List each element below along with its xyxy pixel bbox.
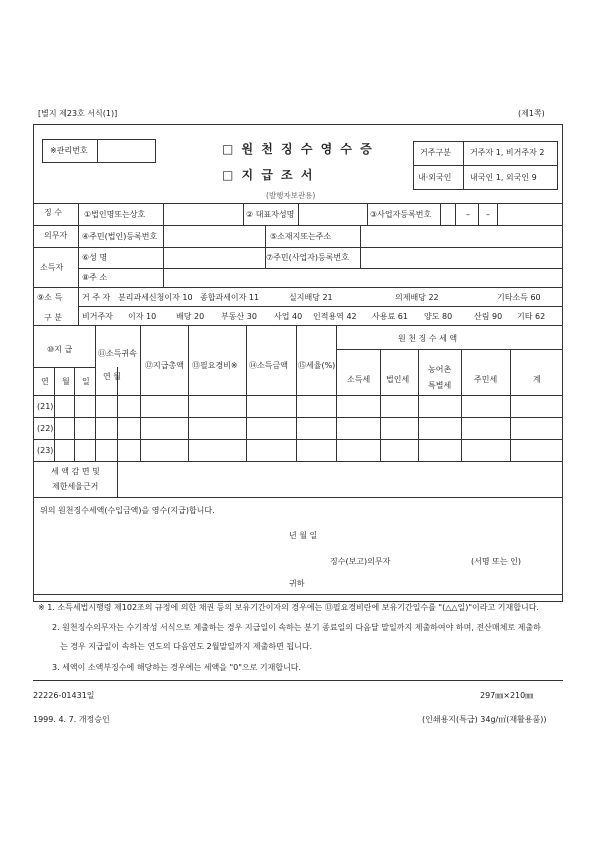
receipt-date: 년 월 일 (289, 531, 318, 540)
row-label-22: (22) (37, 424, 54, 433)
income-row1-0: 거 주 자 (82, 293, 111, 302)
income-row2-8: 산림 90 (474, 312, 503, 321)
note-2: 2. 원천징수의무자는 수기작성 서식으로 제출하는 경우 지급일이 속하는 분기 종료일의 다음달 말일까지 제출하여야 하며, 전산매체로 제출하 (52, 623, 541, 632)
income-row2-7: 양도 80 (424, 312, 453, 321)
payer-group-1: 징 수 (44, 208, 62, 217)
income-row2-5: 인적용역 42 (313, 312, 357, 321)
payer-group-2: 의무자 (44, 231, 68, 240)
payer-regno-label: ④주민(법인)등록번호 (82, 232, 158, 241)
tax-col-total: 계 (533, 375, 541, 384)
bizno-dash-1: – (466, 210, 470, 219)
nationality-value: 내국인 1, 외국인 9 (470, 173, 537, 182)
income-row2-4: 사업 40 (274, 312, 303, 321)
footer-approval: 1999. 4. 7. 개정승인 (33, 715, 110, 724)
note-2-cont: 는 경우 지급일이 속하는 연도의 다음연도 2월말일까지 제출하면 됩니다. (60, 642, 313, 651)
attr-sub-label: 연 월 (103, 372, 121, 381)
tax-col-corp: 법인세 (386, 375, 410, 384)
residence-value: 거주자 1, 비거주자 2 (470, 148, 545, 157)
income-row1-5: 기타소득 60 (497, 293, 541, 302)
income-row1-4: 의제배당 22 (395, 293, 439, 302)
payer-rep-label: ② 대표자성명 (246, 210, 295, 219)
footer-paper: (인쇄용지(특급) 34g/㎡(재활용품)) (422, 715, 547, 724)
tax-col-rural-1: 농어촌 (428, 365, 452, 374)
reduction-label-2: 제한세율근거 (52, 482, 99, 491)
earner-addr-label: ⑧주 소 (82, 273, 108, 282)
earner-name-label: ⑥성 명 (82, 253, 108, 262)
title-receipt: □ 원 천 징 수 영 수 증 (222, 142, 374, 156)
row-label-21: (21) (37, 402, 54, 411)
table-rows-input-area[interactable] (141, 396, 563, 461)
reduction-label-1: 세 액 감 면 및 (51, 467, 100, 476)
payer-addr-label: ⑤소재지또는주소 (270, 232, 332, 241)
title-statement: □ 지 급 조 서 (222, 168, 315, 182)
receipt-to: 귀하 (289, 579, 305, 588)
receipt-sign: (서명 또는 인) (471, 557, 521, 566)
payer-name-field[interactable] (164, 204, 242, 224)
nationality-label: 내·외국인 (418, 173, 452, 182)
income-row2-9: 기타 62 (517, 312, 546, 321)
expense-label: ⑬필요경비※ (192, 361, 238, 370)
income-row2-0: 비거주자 (82, 312, 113, 321)
year-label: 연 (41, 377, 49, 386)
footer-code: 22226-01431일 (33, 691, 95, 700)
earner-regno-label: ⑦주민(사업자)등록번호 (266, 253, 349, 262)
tax-col-income: 소득세 (347, 375, 371, 384)
income-row1-2: 종합과세이자 11 (200, 293, 260, 302)
residence-label: 거주구분 (420, 148, 451, 157)
receipt-payer: 징수(보고)의무자 (330, 557, 391, 566)
income-row2-1: 이자 10 (128, 312, 157, 321)
rate-label: ⑮세율(%) (298, 361, 336, 370)
income-row2-2: 배당 20 (176, 312, 205, 321)
income-amount-label: ⑭소득금액 (249, 361, 288, 370)
pay-date-label: ⑩지 급 (47, 345, 73, 354)
payer-bizno-label: ③사업자등록번호 (370, 210, 432, 219)
income-row1-3: 실지배당 21 (289, 293, 333, 302)
amount-label: ⑫지급총액 (145, 361, 184, 370)
income-row2-6: 사용료 61 (372, 312, 408, 321)
tax-col-resident: 주민세 (474, 375, 498, 384)
page-number: (제1쪽) (518, 109, 545, 118)
income-type-1: ⑨소 득 (37, 293, 63, 302)
day-label: 일 (82, 377, 90, 386)
form-id: [별지 제23호 서식(1)] (38, 109, 118, 118)
reduction-field[interactable] (118, 462, 562, 496)
tax-col-rural-2: 특별세 (428, 381, 452, 390)
footer-size: 297㎜×210㎜ (480, 691, 534, 700)
mgmt-number-label: ※관리번호 (50, 146, 88, 155)
payer-name-label: ①법인명또는상호 (84, 210, 146, 219)
receipt-text: 위의 원천징수세액(수입금액)을 영수(지급)합니다. (40, 506, 215, 515)
attr-label: ⑪소득귀속 (98, 349, 137, 358)
row-label-23: (23) (37, 446, 54, 455)
earner-group: 소득자 (40, 263, 64, 272)
note-1: ※ 1. 소득세법시행령 제102조의 규정에 의한 채권 등의 보유기간이자의 경우에는 ⑬필요경비란에 보유기간일수를 "(△△일)"이라고 기재합니다. (38, 603, 539, 612)
title-sub: (발행자보관용) (266, 191, 316, 200)
tax-header: 원 천 징 수 세 액 (398, 334, 458, 343)
income-type-2: 구 분 (44, 313, 62, 322)
payer-rep-field[interactable] (299, 204, 366, 224)
note-3: 3. 세액이 소액부징수에 해당하는 경우에는 세액을 "0"으로 기재합니다. (52, 663, 302, 672)
income-row2-3: 부동산 30 (221, 312, 257, 321)
income-row1-1: 분리과세신청이자 10 (118, 293, 193, 302)
month-label: 월 (62, 377, 70, 386)
bizno-dash-2: – (486, 210, 490, 219)
